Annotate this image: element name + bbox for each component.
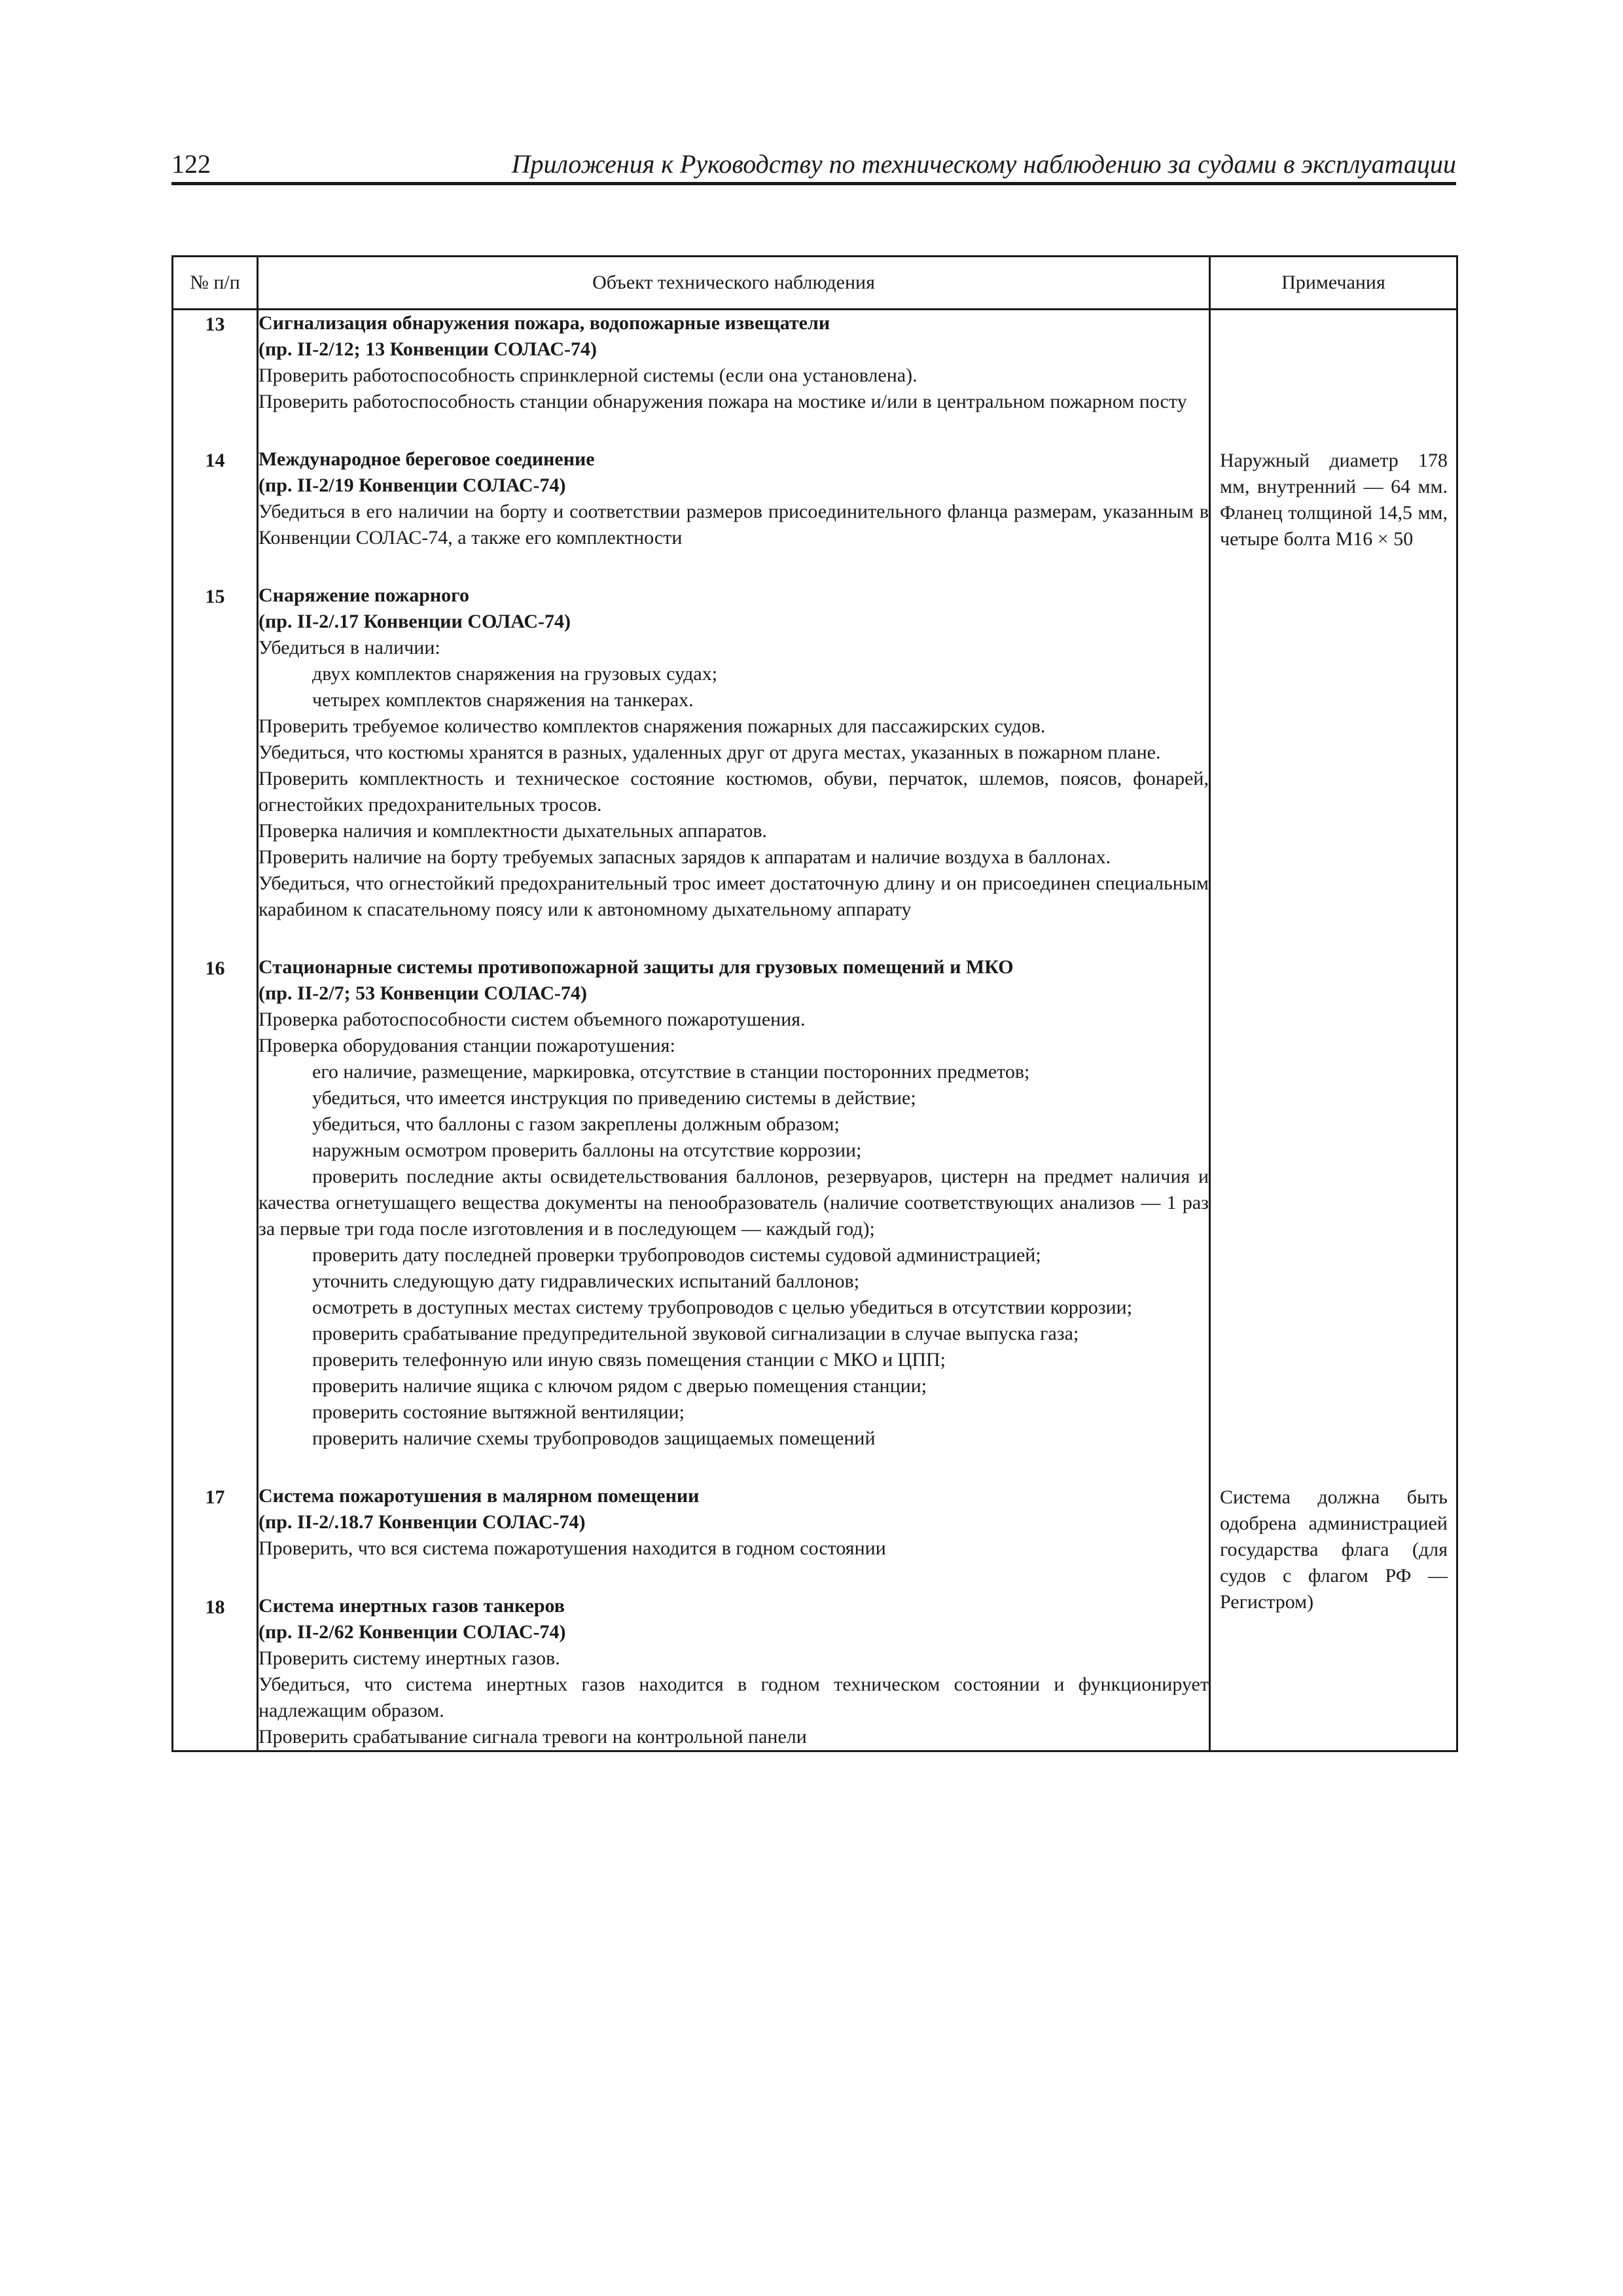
entry-title: Система инертных газов танкеров (259, 1595, 565, 1617)
entry-text-line: четырех комплектов снаряжения на танкерах. (312, 689, 694, 711)
entry-text-line: Проверить наличие на борту требуемых запасных зарядов к аппаратам и наличие воздуха в баллонах. (259, 846, 1111, 868)
col-header-object: Объект технического наблюдения (258, 257, 1210, 310)
entry-text-line: Проверка работоспособности систем объемного пожаротушения. (259, 1009, 806, 1030)
notes-column (1210, 310, 1457, 1751)
entry-17 (259, 1483, 1209, 1562)
entry-title: Международное береговое соединение (259, 448, 595, 470)
entry-text-line: Проверка наличия и комплектности дыхательных аппаратов. (259, 820, 768, 842)
entry-title: Снаряжение пожарного (259, 584, 470, 606)
entry-text-line: Проверить требуемое количество комплектов снаряжения пожарных для пассажирских судов. (259, 715, 1046, 737)
running-title: Приложения к Руководству по техническому наблюдению за судами в эксплуатации (511, 149, 1456, 179)
entry-text-line: двух комплектов снаряжения на грузовых судах; (312, 663, 718, 685)
entry-text-line: Проверить работоспособность станции обнаружения пожара на мостике и/или в центральном пожарном посту (259, 391, 1187, 412)
inspection-table (171, 255, 1458, 1752)
table-body-row (173, 310, 1457, 1751)
entry-number: 13 (205, 313, 225, 335)
entry-text-line: Убедиться, что система инертных газов находится в годном техническом состоянии и функционирует надлежащим образом. (259, 1674, 1209, 1721)
entry-text-line: Проверить, что вся система пожаротушения находится в годном состоянии (259, 1537, 886, 1559)
entry-text-line: Убедиться, что костюмы хранятся в разных, удаленных друг от друга местах, указанных в пожарном плане. (259, 742, 1161, 763)
entry-text-line: осмотреть в доступных местах систему трубопроводов с целью убедиться в отсутствии коррозии; (312, 1297, 1133, 1318)
entry-14 (259, 446, 1209, 551)
entry-text-line: проверить дату последней проверки трубопроводов системы судовой администрацией; (312, 1244, 1041, 1266)
entry-number: 18 (205, 1596, 225, 1618)
entry-text-line: Проверка оборудования станции пожаротушения: (259, 1035, 675, 1056)
entry-reference: (пр. II-2/62 Конвенции СОЛАС-74) (259, 1621, 566, 1643)
entry-text-line: его наличие, размещение, маркировка, отсутствие в станции посторонних предметов; (312, 1061, 1030, 1083)
entry-text-line: проверить наличие ящика с ключом рядом с дверью помещения станции; (312, 1375, 927, 1397)
entry-18 (259, 1593, 1209, 1750)
entry-reference: (пр. II-2/.17 Конвенции СОЛАС-74) (259, 611, 571, 632)
entry-title: Стационарные системы противопожарной защиты для грузовых помещений и МКО (259, 956, 1014, 978)
entry-note: Система должна быть одобрена администрацией государства флага (для судов с флагом РФ — Регистром) (1220, 1486, 1448, 1613)
entry-15 (259, 583, 1209, 923)
entry-title: Система пожаротушения в малярном помещении (259, 1485, 700, 1507)
entry-text-line: Проверить систему инертных газов. (259, 1647, 560, 1669)
entry-reference: (пр. II-2/7; 53 Конвенции СОЛАС-74) (259, 982, 588, 1004)
entry-number: 15 (205, 585, 225, 607)
col-header-notes: Примечания (1210, 257, 1457, 310)
entry-text-line: Убедиться, что огнестойкий предохранительный трос имеет достаточную длину и он присоединен специальным карабином к спасательному поясу или к автономному дыхательному аппарату (259, 872, 1209, 920)
entry-text-line: проверить срабатывание предупредительной звуковой сигнализации в случае выпуска газа; (312, 1323, 1079, 1344)
numbers-column (173, 310, 258, 1751)
entry-text-line: проверить состояние вытяжной вентиляции; (312, 1401, 685, 1423)
entry-title: Сигнализация обнаружения пожара, водопожарные извещатели (259, 312, 830, 334)
entry-text-line: проверить наличие схемы трубопроводов защищаемых помещений (312, 1427, 876, 1449)
entry-reference: (пр. II-2/12; 13 Конвенции СОЛАС-74) (259, 338, 597, 360)
page-header (171, 143, 1456, 185)
entry-13 (259, 310, 1209, 415)
col-header-number: № п/п (173, 257, 258, 310)
entry-text-line: убедиться, что баллоны с газом закреплены должным образом; (312, 1113, 840, 1135)
entry-reference: (пр. II-2/.18.7 Конвенции СОЛАС-74) (259, 1511, 586, 1533)
entry-reference: (пр. II-2/19 Конвенции СОЛАС-74) (259, 475, 566, 496)
entry-text-line: наружным осмотром проверить баллоны на отсутствие коррозии; (312, 1139, 862, 1161)
table-header-row (173, 257, 1457, 310)
entry-number: 17 (205, 1486, 225, 1508)
entry-note: Наружный диаметр 178 мм, внутренний — 64 мм. Фланец толщиной 14,5 мм, четыре болта М16 × 50 (1220, 449, 1448, 550)
entry-text-line: Проверить срабатывание сигнала тревоги на контрольной панели (259, 1726, 807, 1748)
entry-number: 14 (205, 449, 225, 471)
entry-text-line: убедиться, что имеется инструкция по приведению системы в действие; (312, 1087, 916, 1109)
entry-number: 16 (205, 957, 225, 979)
entry-text-line: Убедиться в его наличии на борту и соответствии размеров присоединительного фланца размерам, указанным в Конвенции СОЛАС-74, а также его комплектности (259, 501, 1209, 548)
objects-column (258, 310, 1210, 1751)
entry-text-line: Проверить работоспособность спринклерной системы (если она установлена). (259, 365, 918, 386)
entry-text-line: проверить телефонную или иную связь помещения станции с МКО и ЦПП; (312, 1349, 946, 1371)
entry-16 (259, 954, 1209, 1452)
page-number: 122 (171, 149, 211, 179)
entry-text-line: уточнить следующую дату гидравлических испытаний баллонов; (312, 1270, 860, 1292)
entry-text-line: Проверить комплектность и техническое состояние костюмов, обуви, перчаток, шлемов, поясов, фонарей, огнестойких предохранительных тросов. (259, 768, 1209, 816)
entry-text-line: Убедиться в наличии: (259, 637, 440, 658)
entry-text-line: проверить последние акты освидетельствования баллонов, резервуаров, цистерн на предмет наличия и качества огнетушащего вещества документы на пенообразователь (наличие соответствующих анализов — 1 раз за первые три года после изготовления и в последующем — каждый год); (259, 1166, 1209, 1240)
